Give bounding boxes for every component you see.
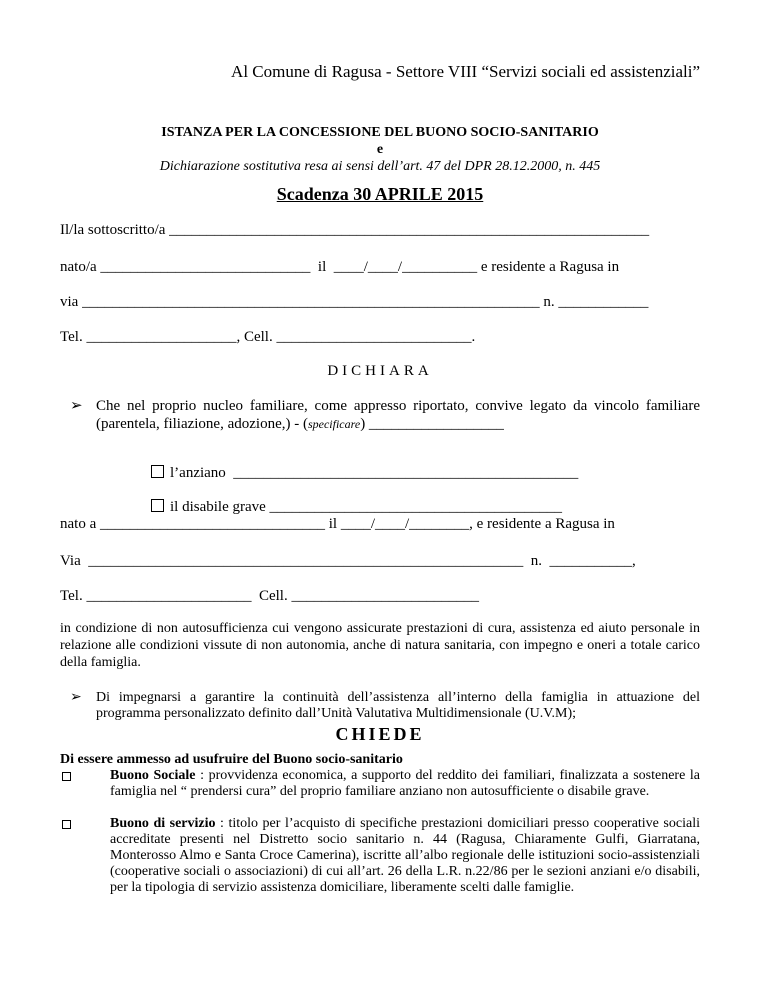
addressee: Al Comune di Ragusa - Settore VIII “Servizi sociali ed assistenziali” <box>231 62 700 81</box>
option-buono-sociale-title: Buono Sociale <box>110 768 196 783</box>
dichiara-bullet-1 <box>70 397 700 433</box>
checkbox-icon[interactable] <box>62 820 71 829</box>
admit-line: Di essere ammesso ad usufruire del Buono socio-sanitario <box>60 752 403 767</box>
bullet1-spec: specificare <box>307 417 361 431</box>
condition-paragraph: in condizione di non autosufficienza cui vengono assicurate prestazioni di cura, assistenza ed aiuto personale in relazione alle condizioni vissute di non autonomia, anche di natura sanitaria, con impegno e oneri a totale carico della famiglia. <box>60 621 700 670</box>
title-conjunction: e <box>376 142 384 157</box>
dichiara-heading: DICHIARA <box>327 363 433 379</box>
title-subtitle: Dichiarazione sostitutiva resa ai sensi dell’art. 47 del DPR 28.12.2000, n. 445 <box>159 159 601 174</box>
form-title: ISTANZA PER LA CONCESSIONE DEL BUONO SOCIO-SANITARIO <box>161 125 599 140</box>
checkbox-icon[interactable] <box>151 465 164 478</box>
dichiara-bullet-2 <box>70 690 700 722</box>
applicant-name-line: Il/la sottoscritto/a ________________________________________________________________ <box>60 222 650 238</box>
chiede-heading: CHIEDE <box>335 724 425 744</box>
checkbox-icon[interactable] <box>62 772 71 781</box>
person-address-line: Via __________________________________________________________ n. ___________, <box>60 553 636 569</box>
deadline: Scadenza 30 APRILE 2015 <box>276 184 484 204</box>
title-block <box>60 124 700 175</box>
option-buono-sociale[interactable] <box>60 768 700 800</box>
option-anziano-label: l’anziano ______________________________________________ <box>170 465 579 481</box>
checkbox-icon[interactable] <box>151 499 164 512</box>
bullet1-text: Che nel proprio nucleo familiare, come appresso riportato, convive legato da vincolo familiare (parentela, filiazione, adozione,) - ( <box>96 398 700 432</box>
option-buono-servizio-text: : titolo per l’acquisto di specifiche prestazioni domiciliari presso cooperative sociali accreditate presenti nel Distretto socio sanitario n. 44 (Ragusa, Chiaramente Gulfi, Giarratana, Monterosso Almo e Santa Croce Camerina), iscritte all’albo regionale delle istituzioni socio-assistenziali (cooperative sociali o associazioni) di cui all’art. 26 della L.R. n.22/86 per le sezioni anziani e/o disabili, per la tipologia di servizio assistenza domiciliare, liberamente scelti dalle famiglie. <box>110 816 700 895</box>
person-phone-line: Tel. ______________________ Cell. _________________________ <box>60 588 479 604</box>
bullet2-text: Di impegnarsi a garantire la continuità dell’assistenza all’interno della famiglia in attuazione del programma personalizzato definito dall’Unità Valutativa Multidimensionale (U.V.M); <box>96 690 700 721</box>
option-buono-servizio-title: Buono di servizio <box>110 816 216 831</box>
applicant-birth-line: nato/a ____________________________ il ____/____/__________ e residente a Ragusa in <box>60 259 620 275</box>
applicant-phone-line: Tel. ____________________, Cell. __________________________. <box>60 329 476 345</box>
option-buono-servizio[interactable] <box>60 816 700 896</box>
arrow-bullet-icon: ➢ <box>70 398 83 414</box>
applicant-address-line: via _____________________________________________________________ n. ____________ <box>60 294 649 310</box>
option-buono-sociale-text: : provvidenza economica, a supporto del reddito dei familiari, finalizzata a sostenere la famiglia nel “ prendersi cura” del proprio familiare anziano non autosufficiente o disabile grave. <box>110 768 700 799</box>
arrow-bullet-icon: ➢ <box>70 690 82 705</box>
option-disabile-label: il disabile grave _______________________________________ <box>170 499 563 515</box>
person-birth-line: nato a ______________________________ il ____/____/________, e residente a Ragusa in <box>60 516 615 532</box>
bullet1-post: ) __________________ <box>360 416 504 432</box>
